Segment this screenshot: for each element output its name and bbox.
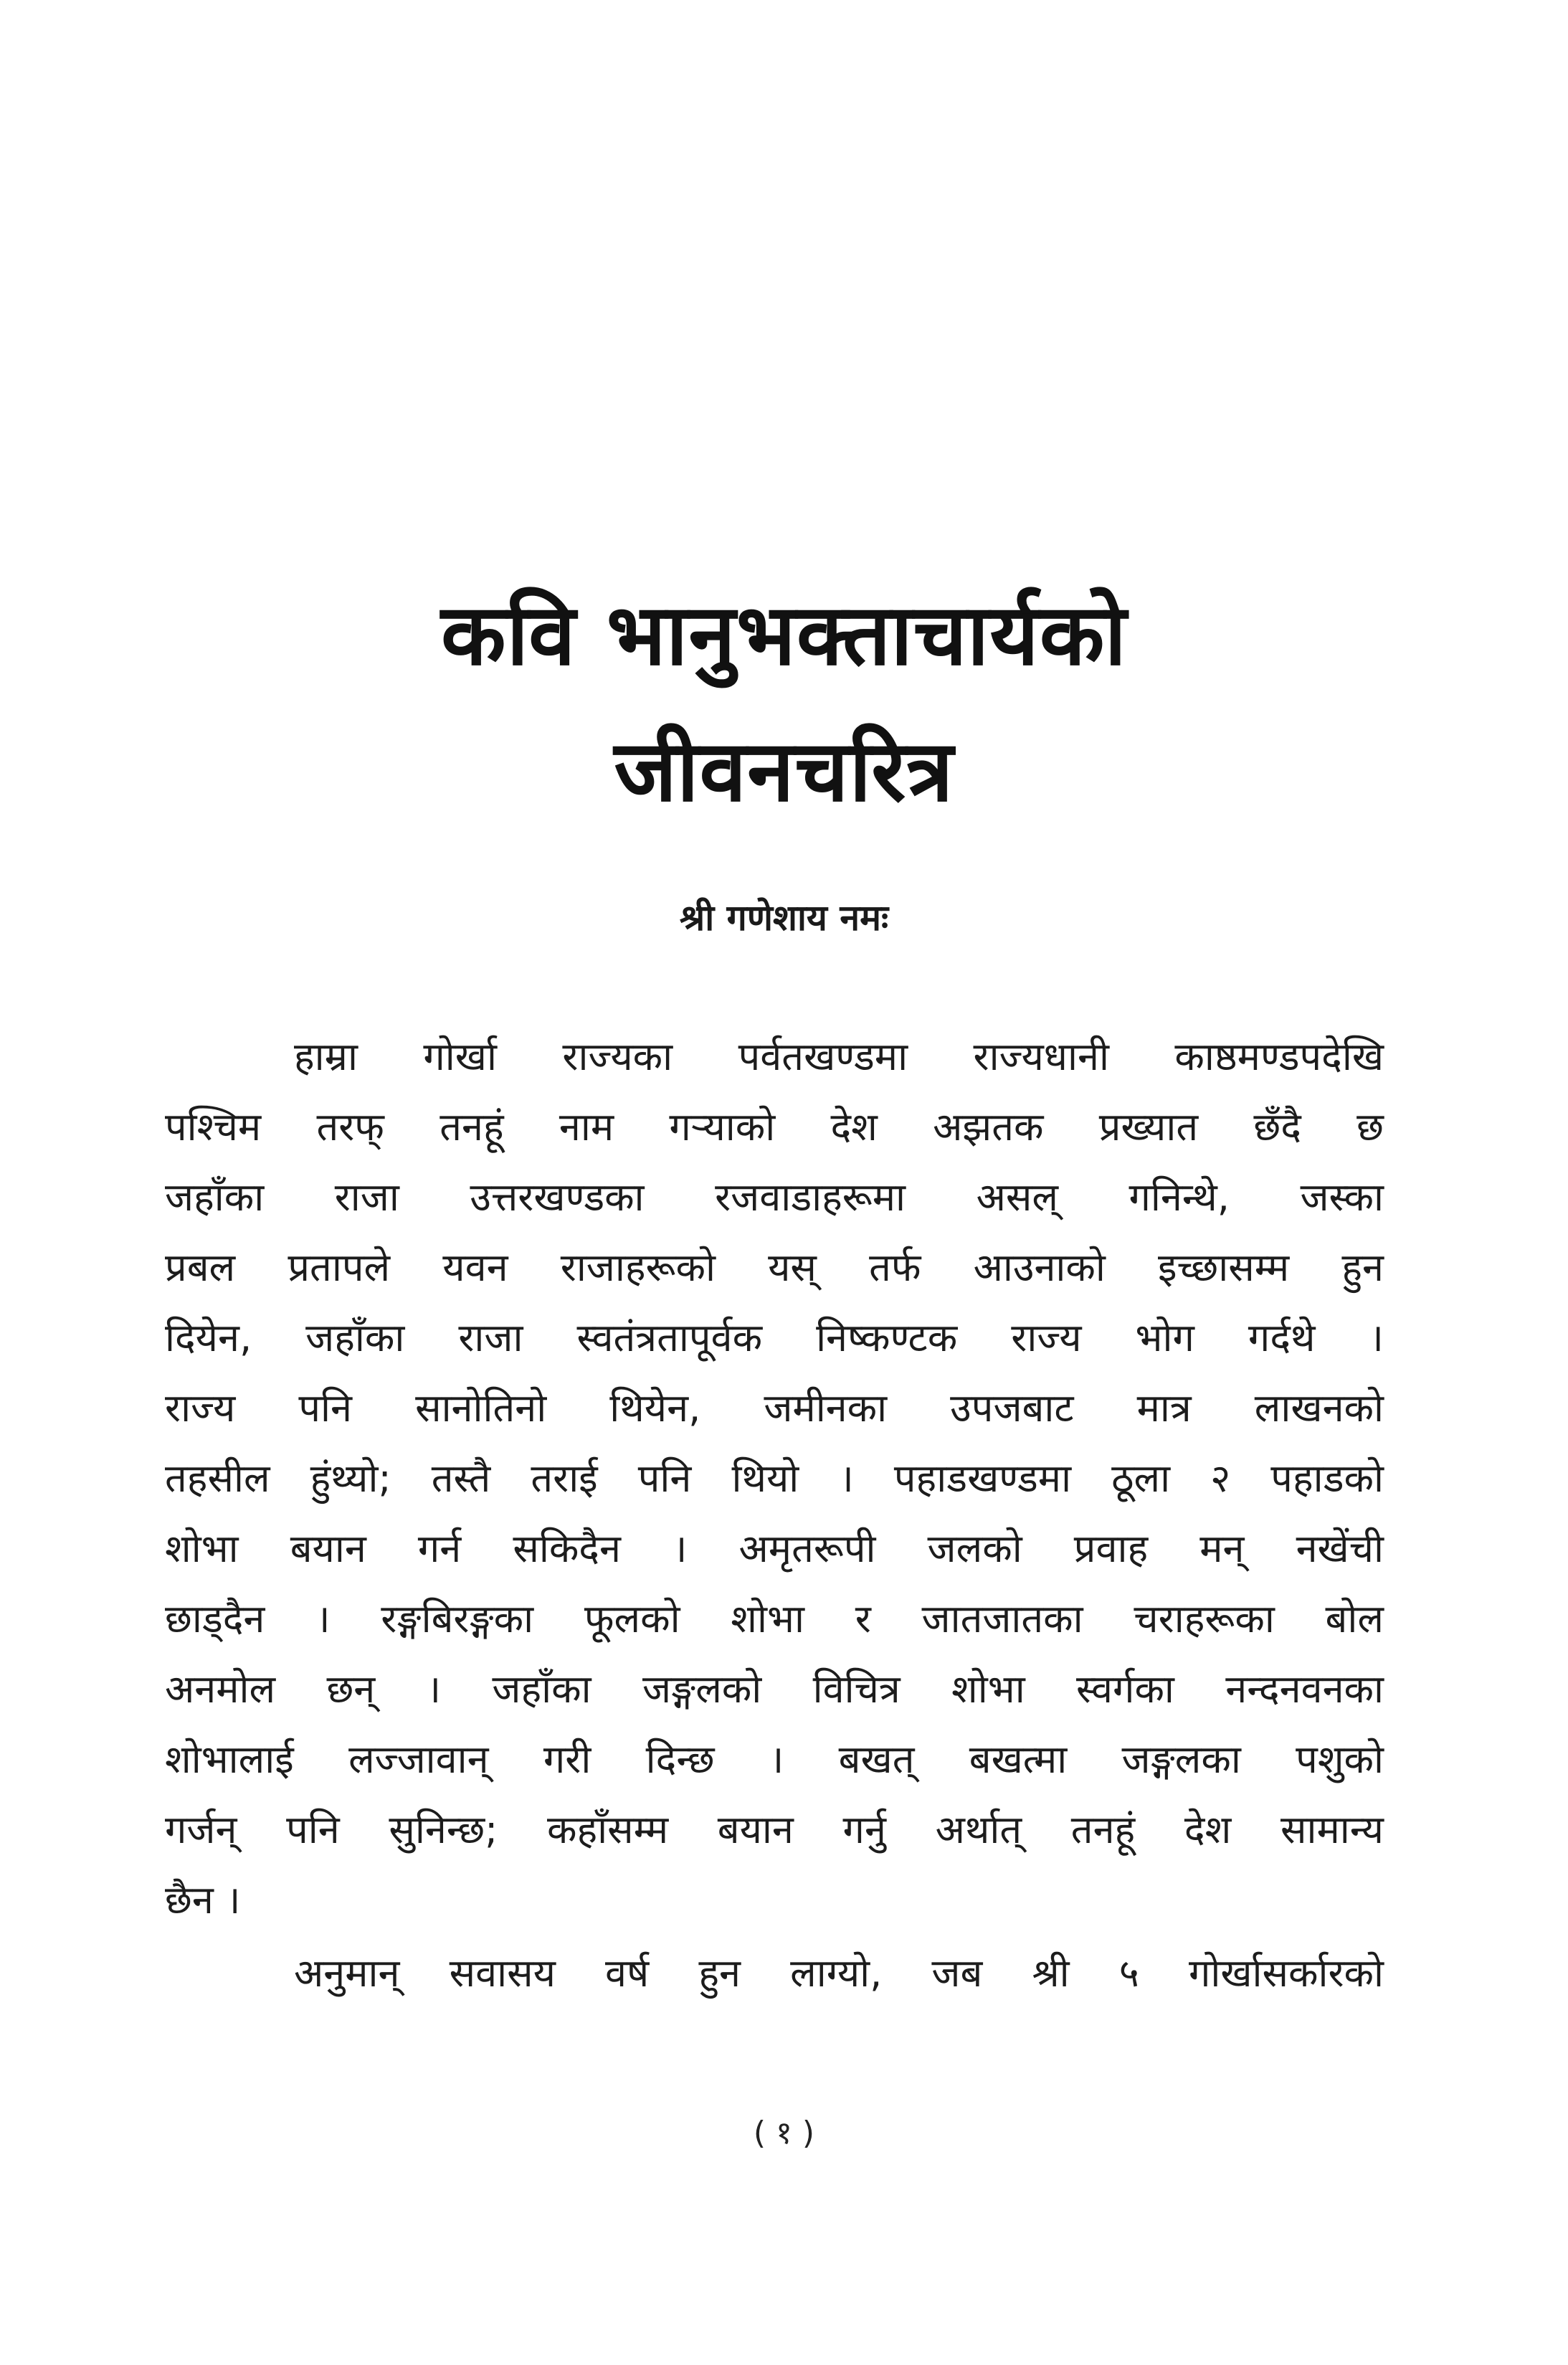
text-line: राज्य पनि सानोतिनो थियेन, जमीनका उपजबाट मात्र लाखनको [165, 1385, 1384, 1431]
title-line-1: कवि भानुभक्ताचार्यको [440, 585, 1128, 684]
page-number: ( १ ) [753, 2115, 815, 2151]
text-line: हाम्रा गोर्खा राज्यका पर्वतखण्डमा राज्यधानी काष्ठमण्डपदेखि [294, 1034, 1384, 1079]
text-line: जहाँका राजा उत्तरखण्डका रजवाडाहरूमा असल् गनिन्थे, जस्का [165, 1175, 1384, 1220]
invocation-heading: श्री गणेशाय नमः [679, 897, 889, 939]
text-line: शोभालाई लज्जावान् गरी दिन्छ । बखत् बखत्मा जङ्गलका पशुको [165, 1737, 1384, 1782]
body-text [165, 1022, 1384, 2009]
text-line: दियेन, जहाँका राजा स्वतंत्रतापूर्वक निष्कण्टक राज्य भोग गर्दथे । [165, 1315, 1384, 1360]
text-line: प्रबल प्रतापले यवन राजाहरूको यस् तर्फ आउनाको इच्छासम्म हुन [165, 1245, 1384, 1290]
text-line: छैन । [165, 1877, 241, 1923]
title-line-2: जीवनचरित्र [614, 721, 954, 820]
paragraph-1 [165, 1022, 1384, 1935]
text-line: शोभा बयान गर्न सकिदैन । अमृतरूपी जलको प्रवाह मन् नखेंची [165, 1526, 1384, 1571]
paragraph-2 [165, 1938, 1384, 2009]
text-line: तहसील हुंथ्यो; तस्तै तराई पनि थियो । पहाडखण्डमा ठूला २ पहाडको [165, 1456, 1384, 1501]
chapter-title [0, 567, 1568, 839]
text-line: अनमोल छन् । जहाँका जङ्गलको विचित्र शोभा स्वर्गका नन्दनवनका [165, 1667, 1384, 1712]
text-line: अनुमान् सवासय वर्ष हुन लाग्यो, जब श्री ५ गोर्खासर्कारको [294, 1951, 1384, 1996]
text-line: गर्जन् पनि सुनिन्छ; कहाँसम्म बयान गर्नु अर्थात् तनहूं देश सामान्य [165, 1807, 1384, 1852]
text-line: छाड्दैन । रङ्गबिरङ्गका फूलको शोभा र जातजातका चराहरूका बोल [165, 1596, 1384, 1641]
text-line: पश्चिम तरफ् तनहूं नाम गर्‍याको देश अझतक प्रख्यात छँदै छ [165, 1104, 1384, 1150]
